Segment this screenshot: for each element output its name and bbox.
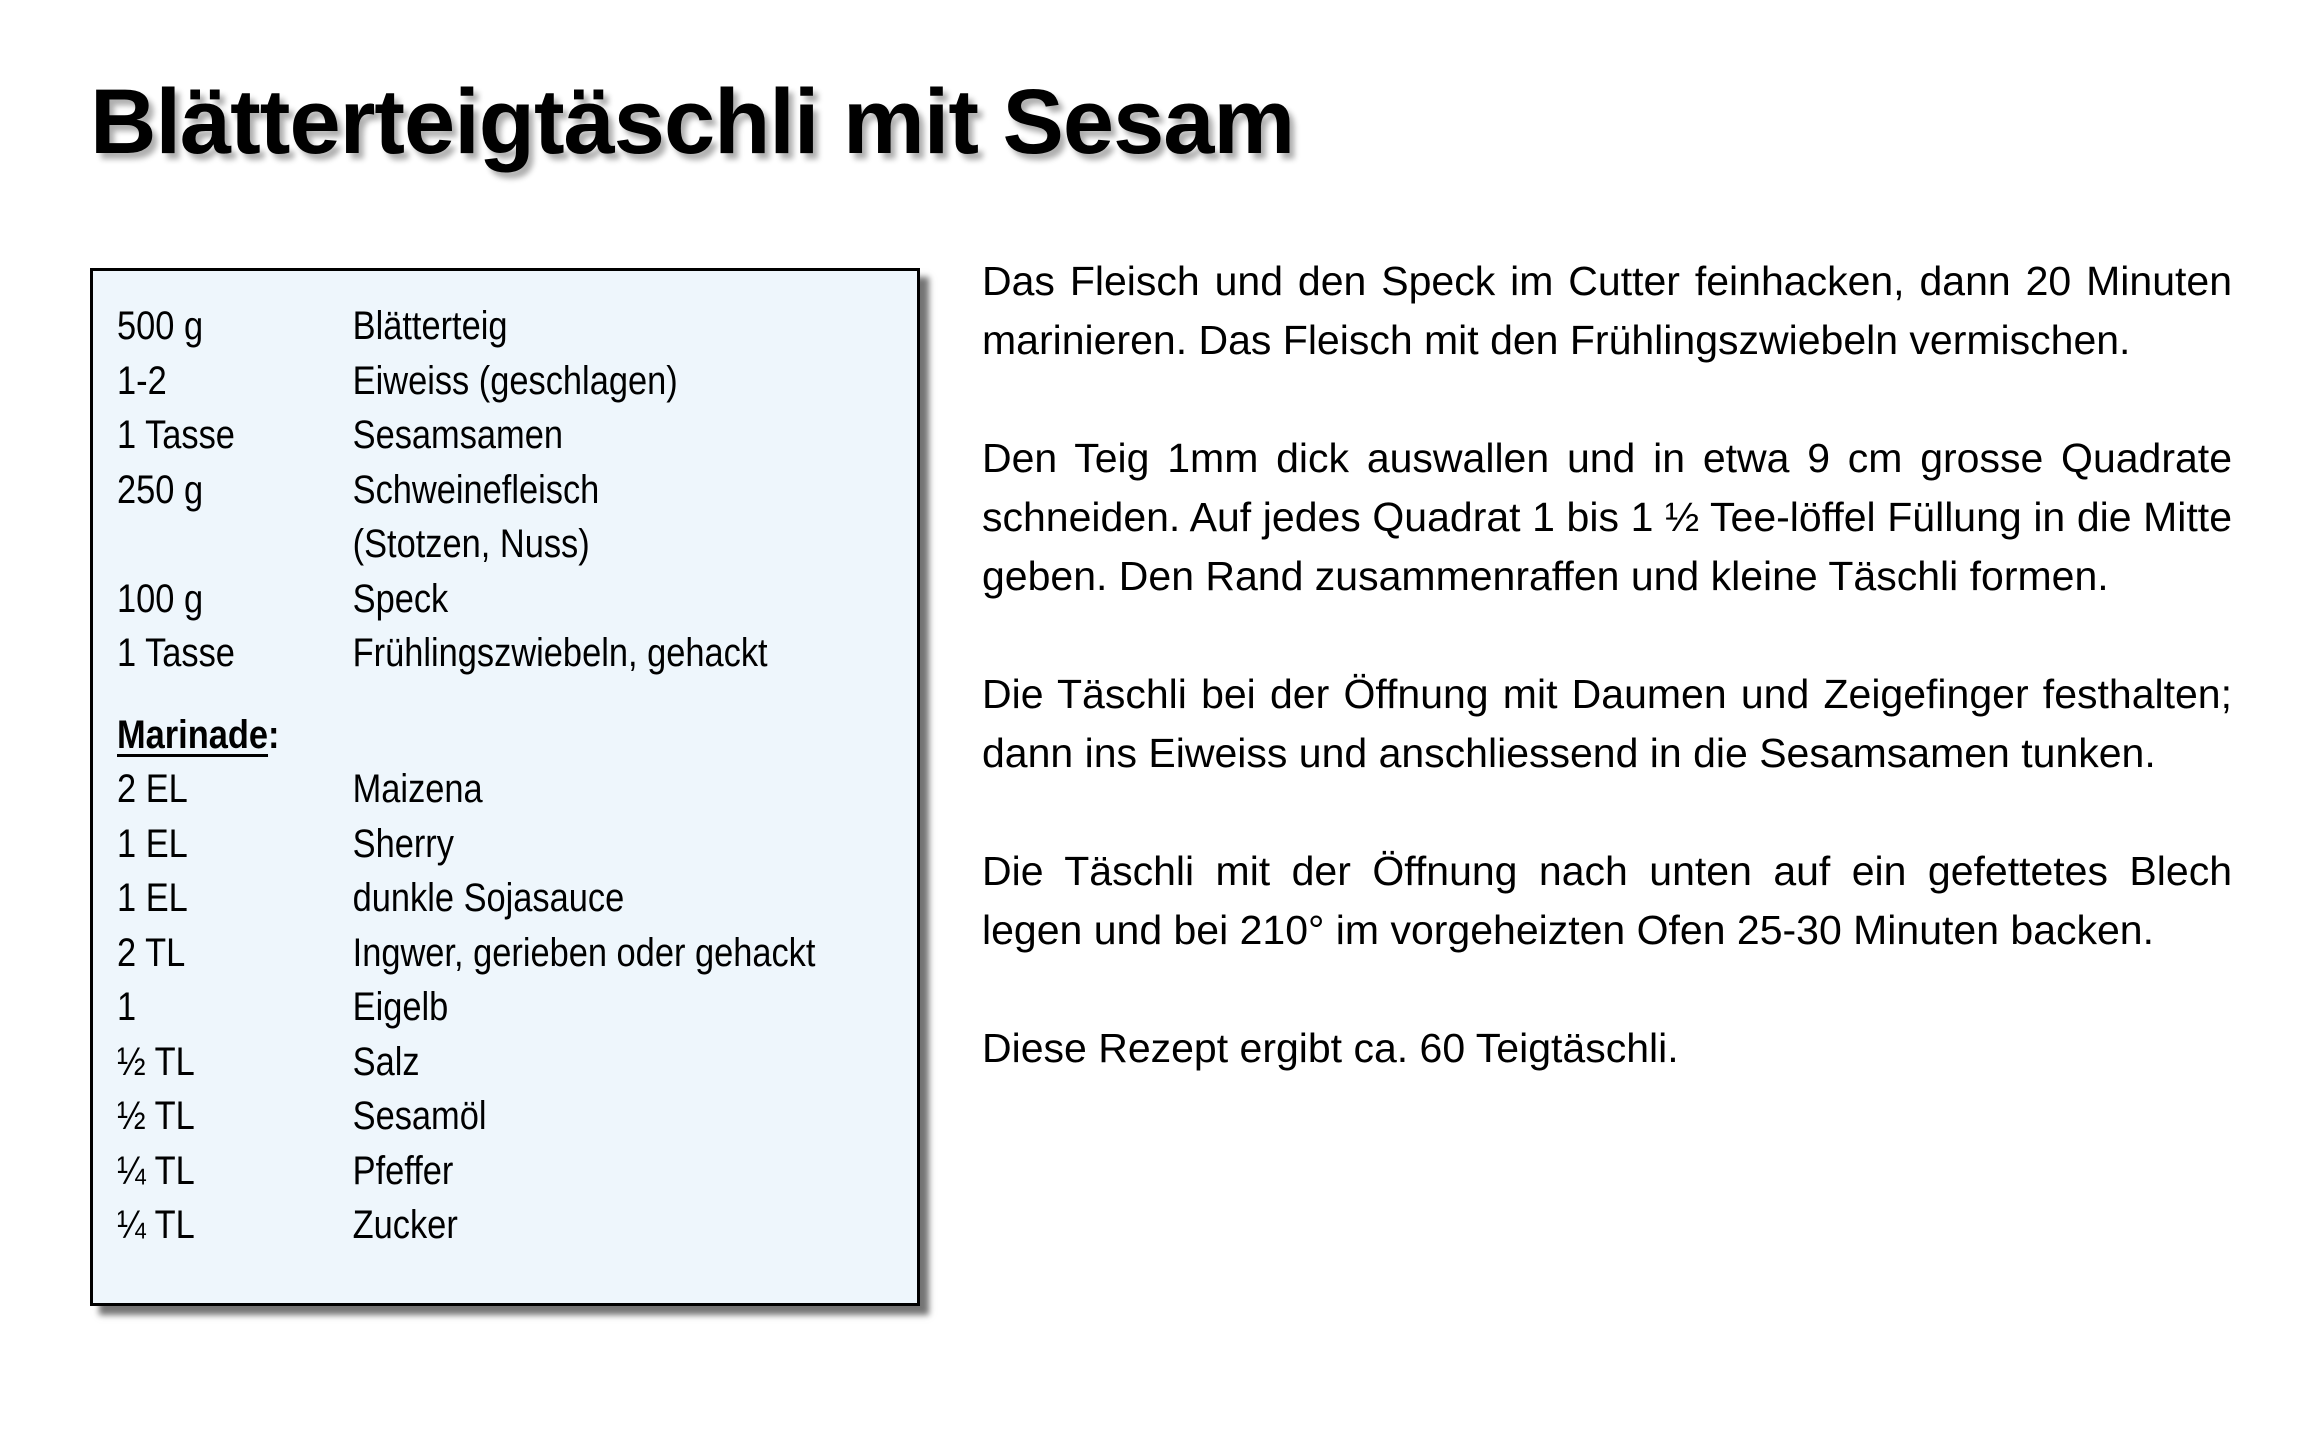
marinade-row — [117, 1035, 805, 1090]
marinade-name: Sesamöl — [352, 1094, 487, 1138]
marinade-row — [117, 1198, 805, 1253]
ingredient-quantity: 1 Tasse — [117, 413, 235, 457]
marinade-quantity: 1 EL — [117, 876, 188, 920]
marinade-row — [117, 1089, 805, 1144]
instruction-paragraph: Das Fleisch und den Speck im Cutter feinhacken, dann 20 Minuten marinieren. Das Fleisch mit den Frühlingszwiebeln vermischen. — [982, 258, 2232, 363]
marinade-quantity: ¼ TL — [117, 1203, 195, 1247]
marinade-name: Pfeffer — [352, 1148, 454, 1193]
ingredients-box — [90, 268, 920, 1306]
instruction-paragraph: Die Täschli mit der Öffnung nach unten auf ein gefettetes Blech legen und bei 210° im vorgeheizten Ofen 25-30 Minuten backen. — [982, 848, 2232, 953]
ingredient-quantity — [117, 517, 353, 572]
instruction-paragraph: Den Teig 1mm dick auswallen und in etwa 9 cm grosse Quadrate schneiden. Auf jedes Quadrat 1 bis 1 ½ Tee-löffel Füllung in die Mitte geben. Den Rand zusammenraffen und kleine Täschli formen. — [982, 435, 2232, 599]
marinade-quantity: ½ TL — [117, 1094, 195, 1138]
marinade-name: Maizena — [352, 767, 483, 811]
ingredient-quantity: 500 g — [117, 304, 204, 348]
ingredient-name: Blätterteig — [352, 304, 508, 348]
ingredient-list — [117, 299, 917, 681]
ingredient-name: Eiweiss (geschlagen) — [352, 358, 678, 403]
marinade-quantity: ¼ TL — [117, 1148, 195, 1193]
marinade-name: Sherry — [352, 821, 454, 866]
marinade-row — [117, 871, 805, 926]
marinade-name: Eigelb — [352, 985, 449, 1029]
marinade-quantity: 2 TL — [117, 930, 186, 975]
ingredient-row — [117, 463, 805, 518]
ingredient-quantity: 100 g — [117, 576, 204, 621]
marinade-row — [117, 980, 805, 1035]
marinade-heading — [117, 708, 805, 763]
page-title: Blätterteigtäschli mit Sesam — [90, 71, 1295, 173]
ingredient-name: (Stotzen, Nuss) — [352, 522, 590, 566]
ingredient-row — [117, 299, 805, 354]
ingredient-quantity: 250 g — [117, 467, 204, 512]
ingredient-row — [117, 572, 805, 627]
marinade-row — [117, 1144, 805, 1199]
ingredient-row — [117, 354, 805, 409]
ingredient-row — [117, 517, 805, 572]
marinade-row — [117, 762, 805, 817]
marinade-name: Zucker — [352, 1203, 458, 1247]
ingredient-quantity: 1 Tasse — [117, 631, 235, 675]
ingredient-name: Sesamsamen — [352, 413, 563, 457]
ingredient-row — [117, 626, 805, 681]
marinade-name: Salz — [352, 1039, 420, 1084]
marinade-heading-colon: : — [268, 712, 280, 757]
ingredient-name: Frühlingszwiebeln, gehackt — [352, 631, 768, 675]
ingredient-row — [117, 408, 805, 463]
marinade-quantity: 2 EL — [117, 767, 188, 811]
marinade-name: dunkle Sojasauce — [352, 876, 625, 920]
instruction-paragraph: Die Täschli bei der Öffnung mit Daumen und Zeigefinger festhalten; dann ins Eiweiss und anschliessend in die Sesamsamen tunken. — [982, 671, 2232, 776]
marinade-quantity: ½ TL — [117, 1039, 195, 1084]
marinade-row — [117, 817, 805, 872]
ingredient-name: Speck — [352, 576, 449, 621]
marinade-quantity: 1 EL — [117, 821, 188, 866]
marinade-list — [117, 762, 917, 1253]
instructions — [982, 252, 2232, 1137]
marinade-quantity: 1 — [117, 985, 137, 1029]
ingredient-name: Schweinefleisch — [352, 467, 600, 512]
ingredient-quantity: 1-2 — [117, 358, 167, 403]
marinade-name: Ingwer, gerieben oder gehackt — [352, 930, 816, 975]
marinade-heading-label: Marinade — [117, 712, 269, 757]
marinade-row — [117, 926, 816, 981]
instruction-paragraph: Diese Rezept ergibt ca. 60 Teigtäschli. — [982, 1025, 1679, 1071]
